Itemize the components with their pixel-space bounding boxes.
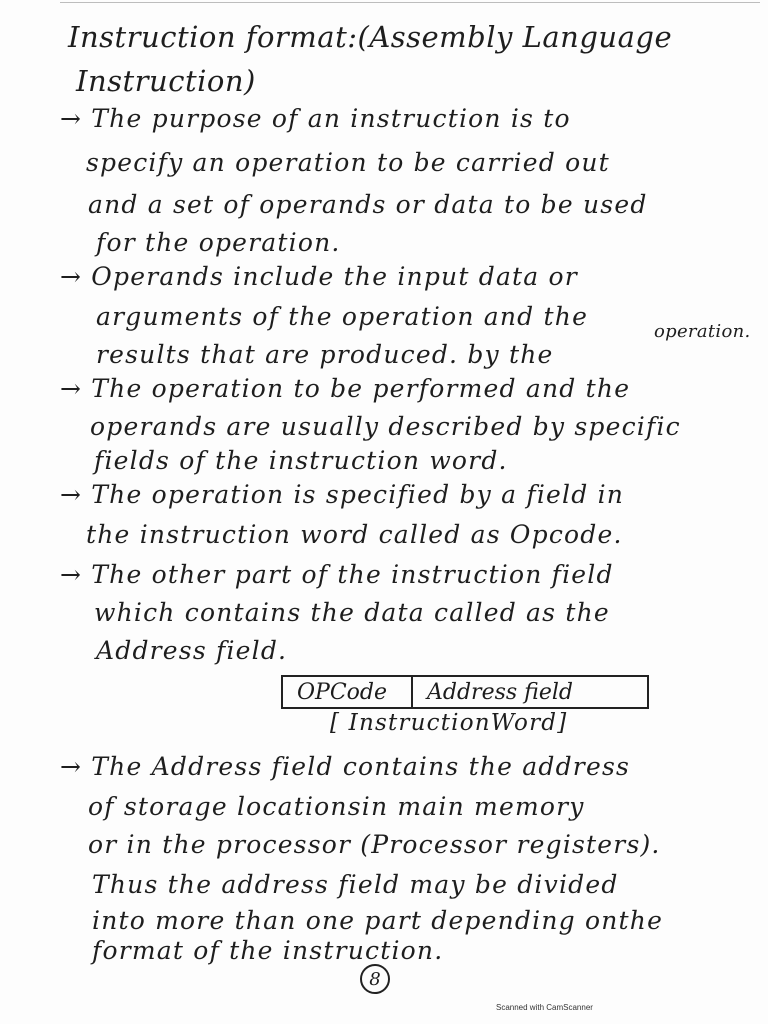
note-line: → Operands include the input data or <box>60 262 578 291</box>
note-line: results that are produced. by the <box>96 340 554 369</box>
note-line: Thus the address field may be divided <box>92 870 619 899</box>
note-title-line-1: Instruction format:(Assembly Language <box>68 20 673 54</box>
address-field-cell: Address field <box>427 679 573 705</box>
diagram-caption: [ InstructionWord] <box>330 710 568 736</box>
note-line: and a set of operands or data to be used <box>88 190 648 219</box>
note-line: operands are usually described by specific <box>90 412 681 441</box>
note-line: or in the processor (Processor registers). <box>88 830 661 859</box>
note-line: → The operation is specified by a field in <box>60 480 625 509</box>
page-top-edge <box>60 2 760 3</box>
note-title-line-2: Instruction) <box>76 64 256 98</box>
note-line: into more than one part depending onthe <box>92 906 664 935</box>
note-line: for the operation. <box>96 228 341 257</box>
scanner-footer: Scanned with CamScanner <box>496 1003 593 1012</box>
inserted-word: operation. <box>654 321 751 342</box>
note-line: → The Address field contains the address <box>60 752 630 781</box>
note-line: fields of the instruction word. <box>94 446 508 475</box>
page-number: 8 <box>360 964 390 994</box>
opcode-cell: OPCode <box>283 677 413 707</box>
note-line: which contains the data called as the <box>94 598 610 627</box>
note-line: arguments of the operation and the <box>96 302 589 331</box>
note-line: → The operation to be performed and the <box>60 374 631 403</box>
note-line: specify an operation to be carried out <box>86 148 610 177</box>
instruction-word-diagram <box>281 675 649 709</box>
note-line: Address field. <box>96 636 288 665</box>
note-line: the instruction word called as Opcode. <box>86 520 623 549</box>
note-line: format of the instruction. <box>92 936 444 965</box>
note-line: of storage locationsin main memory <box>88 792 585 821</box>
note-line: → The purpose of an instruction is to <box>60 104 571 133</box>
note-line: → The other part of the instruction field <box>60 560 614 589</box>
